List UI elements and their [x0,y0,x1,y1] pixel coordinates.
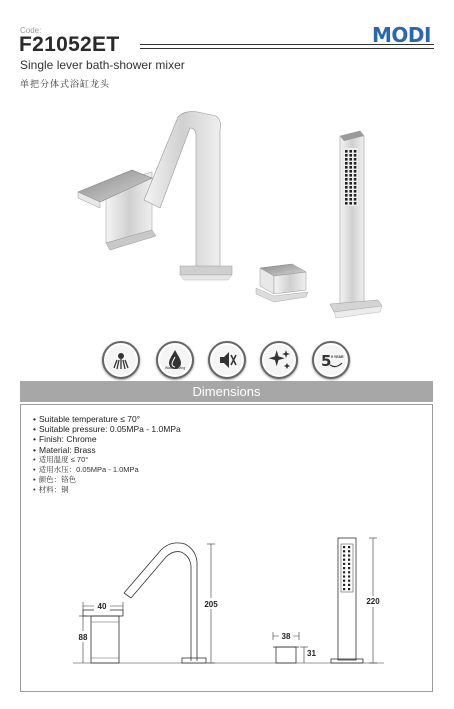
spec-item-cn: • 材料：铜 [33,485,181,495]
sparkle-icon [260,341,298,379]
spec-item: • Finish: Chrome [33,434,181,444]
nozzle [349,194,352,197]
nozzle [354,162,357,165]
nozzle [345,162,348,165]
nozzle [354,182,357,185]
diverter-outline [273,647,299,663]
nozzle-outline [348,559,350,561]
nozzle [345,178,348,181]
dimensions-heading: Dimensions [20,381,433,402]
product-code: F21052ET [19,33,120,56]
diverter [256,264,308,302]
water-saving-caption: Water saving [164,366,186,370]
spec-item: • Suitable pressure: 0.05MPa - 1.0MPa [33,424,181,434]
dim-handshower-height: 220 [366,597,380,606]
nozzle-outline [343,580,345,582]
nozzle [345,202,348,205]
water-saving-icon [156,341,194,379]
nozzle [354,170,357,173]
nozzle [349,166,352,169]
warranty-caption: 5 YEAR [331,355,344,359]
nozzle [354,150,357,153]
nozzle-outline [348,571,350,573]
spec-list [33,414,181,496]
code-label: Code: [20,26,42,35]
nozzle [349,150,352,153]
nozzle [354,202,357,205]
nozzle [354,186,357,189]
nozzle-outline [343,571,345,573]
spec-item-cn: • 适用温度 ≤ 70° [33,455,181,465]
nozzle-outline [348,550,350,552]
dim-handle-height: 88 [78,633,88,642]
five-year-warranty-icon [312,341,350,379]
brand-logo: MODI [372,23,431,47]
nozzle [354,194,357,197]
nozzle-outline [343,546,345,548]
spec-item: • Suitable temperature ≤ 70° [33,414,181,424]
nozzle [354,166,357,169]
product-name-cn: 单把分体式浴缸龙头 [20,79,111,89]
hand-shower [330,131,382,318]
nozzle [349,182,352,185]
product-image [60,100,390,325]
nozzle [349,190,352,193]
feature-icons [102,341,352,381]
nozzle-outline [343,563,345,565]
spout-outline [124,543,206,663]
nozzle [349,154,352,157]
nozzle-outline [343,567,345,569]
spec-item-cn: • 颜色：铬色 [33,475,181,485]
silent-icon [208,341,246,379]
nozzle [354,158,357,161]
nozzle [354,174,357,177]
dim-spout-height: 205 [204,600,218,609]
nozzle-outline [348,546,350,548]
nozzle-outline [348,563,350,565]
dim-handle-width: 40 [97,602,107,611]
nozzle [345,174,348,177]
nozzle-outline [343,550,345,552]
spout [144,112,232,280]
nozzle-outline [343,575,345,577]
nozzle [354,190,357,193]
handshower-outline [331,538,363,663]
nozzle [345,198,348,201]
nozzle-outline [343,554,345,556]
nozzle [349,202,352,205]
handle-unit [78,170,156,250]
spec-item: • Material: Brass [33,445,181,455]
nozzle-outline [343,559,345,561]
nozzle [354,154,357,157]
nozzle-outline [348,584,350,586]
nozzle [349,170,352,173]
spec-item-cn: • 适用水压：0.05MPa - 1.0MPa [33,465,181,475]
nozzle [354,198,357,201]
nozzle [345,150,348,153]
dimension-drawing [21,520,431,680]
nozzle-outline [348,580,350,582]
nozzle [345,166,348,169]
nozzle [354,178,357,181]
nozzle [349,162,352,165]
nozzle [349,186,352,189]
nozzle [349,178,352,181]
nozzle [349,198,352,201]
nozzle-outline [348,554,350,556]
product-name-en: Single lever bath-shower mixer [20,58,185,72]
dim-diverter-width: 38 [281,632,291,641]
nozzle-outline [348,575,350,577]
dim-diverter-height: 31 [307,649,316,658]
nozzle [345,158,348,161]
nozzle [345,154,348,157]
nozzle [345,190,348,193]
nozzle-outline [348,588,350,590]
nozzle-outline [348,567,350,569]
nozzle [345,170,348,173]
nozzle [349,158,352,161]
svg-text:5: 5 [321,352,332,370]
nozzle [345,182,348,185]
nozzle-outline [343,584,345,586]
nozzle [345,194,348,197]
nozzle [345,186,348,189]
nozzle [349,174,352,177]
nozzle-outline [343,588,345,590]
spray-icon [102,341,140,379]
